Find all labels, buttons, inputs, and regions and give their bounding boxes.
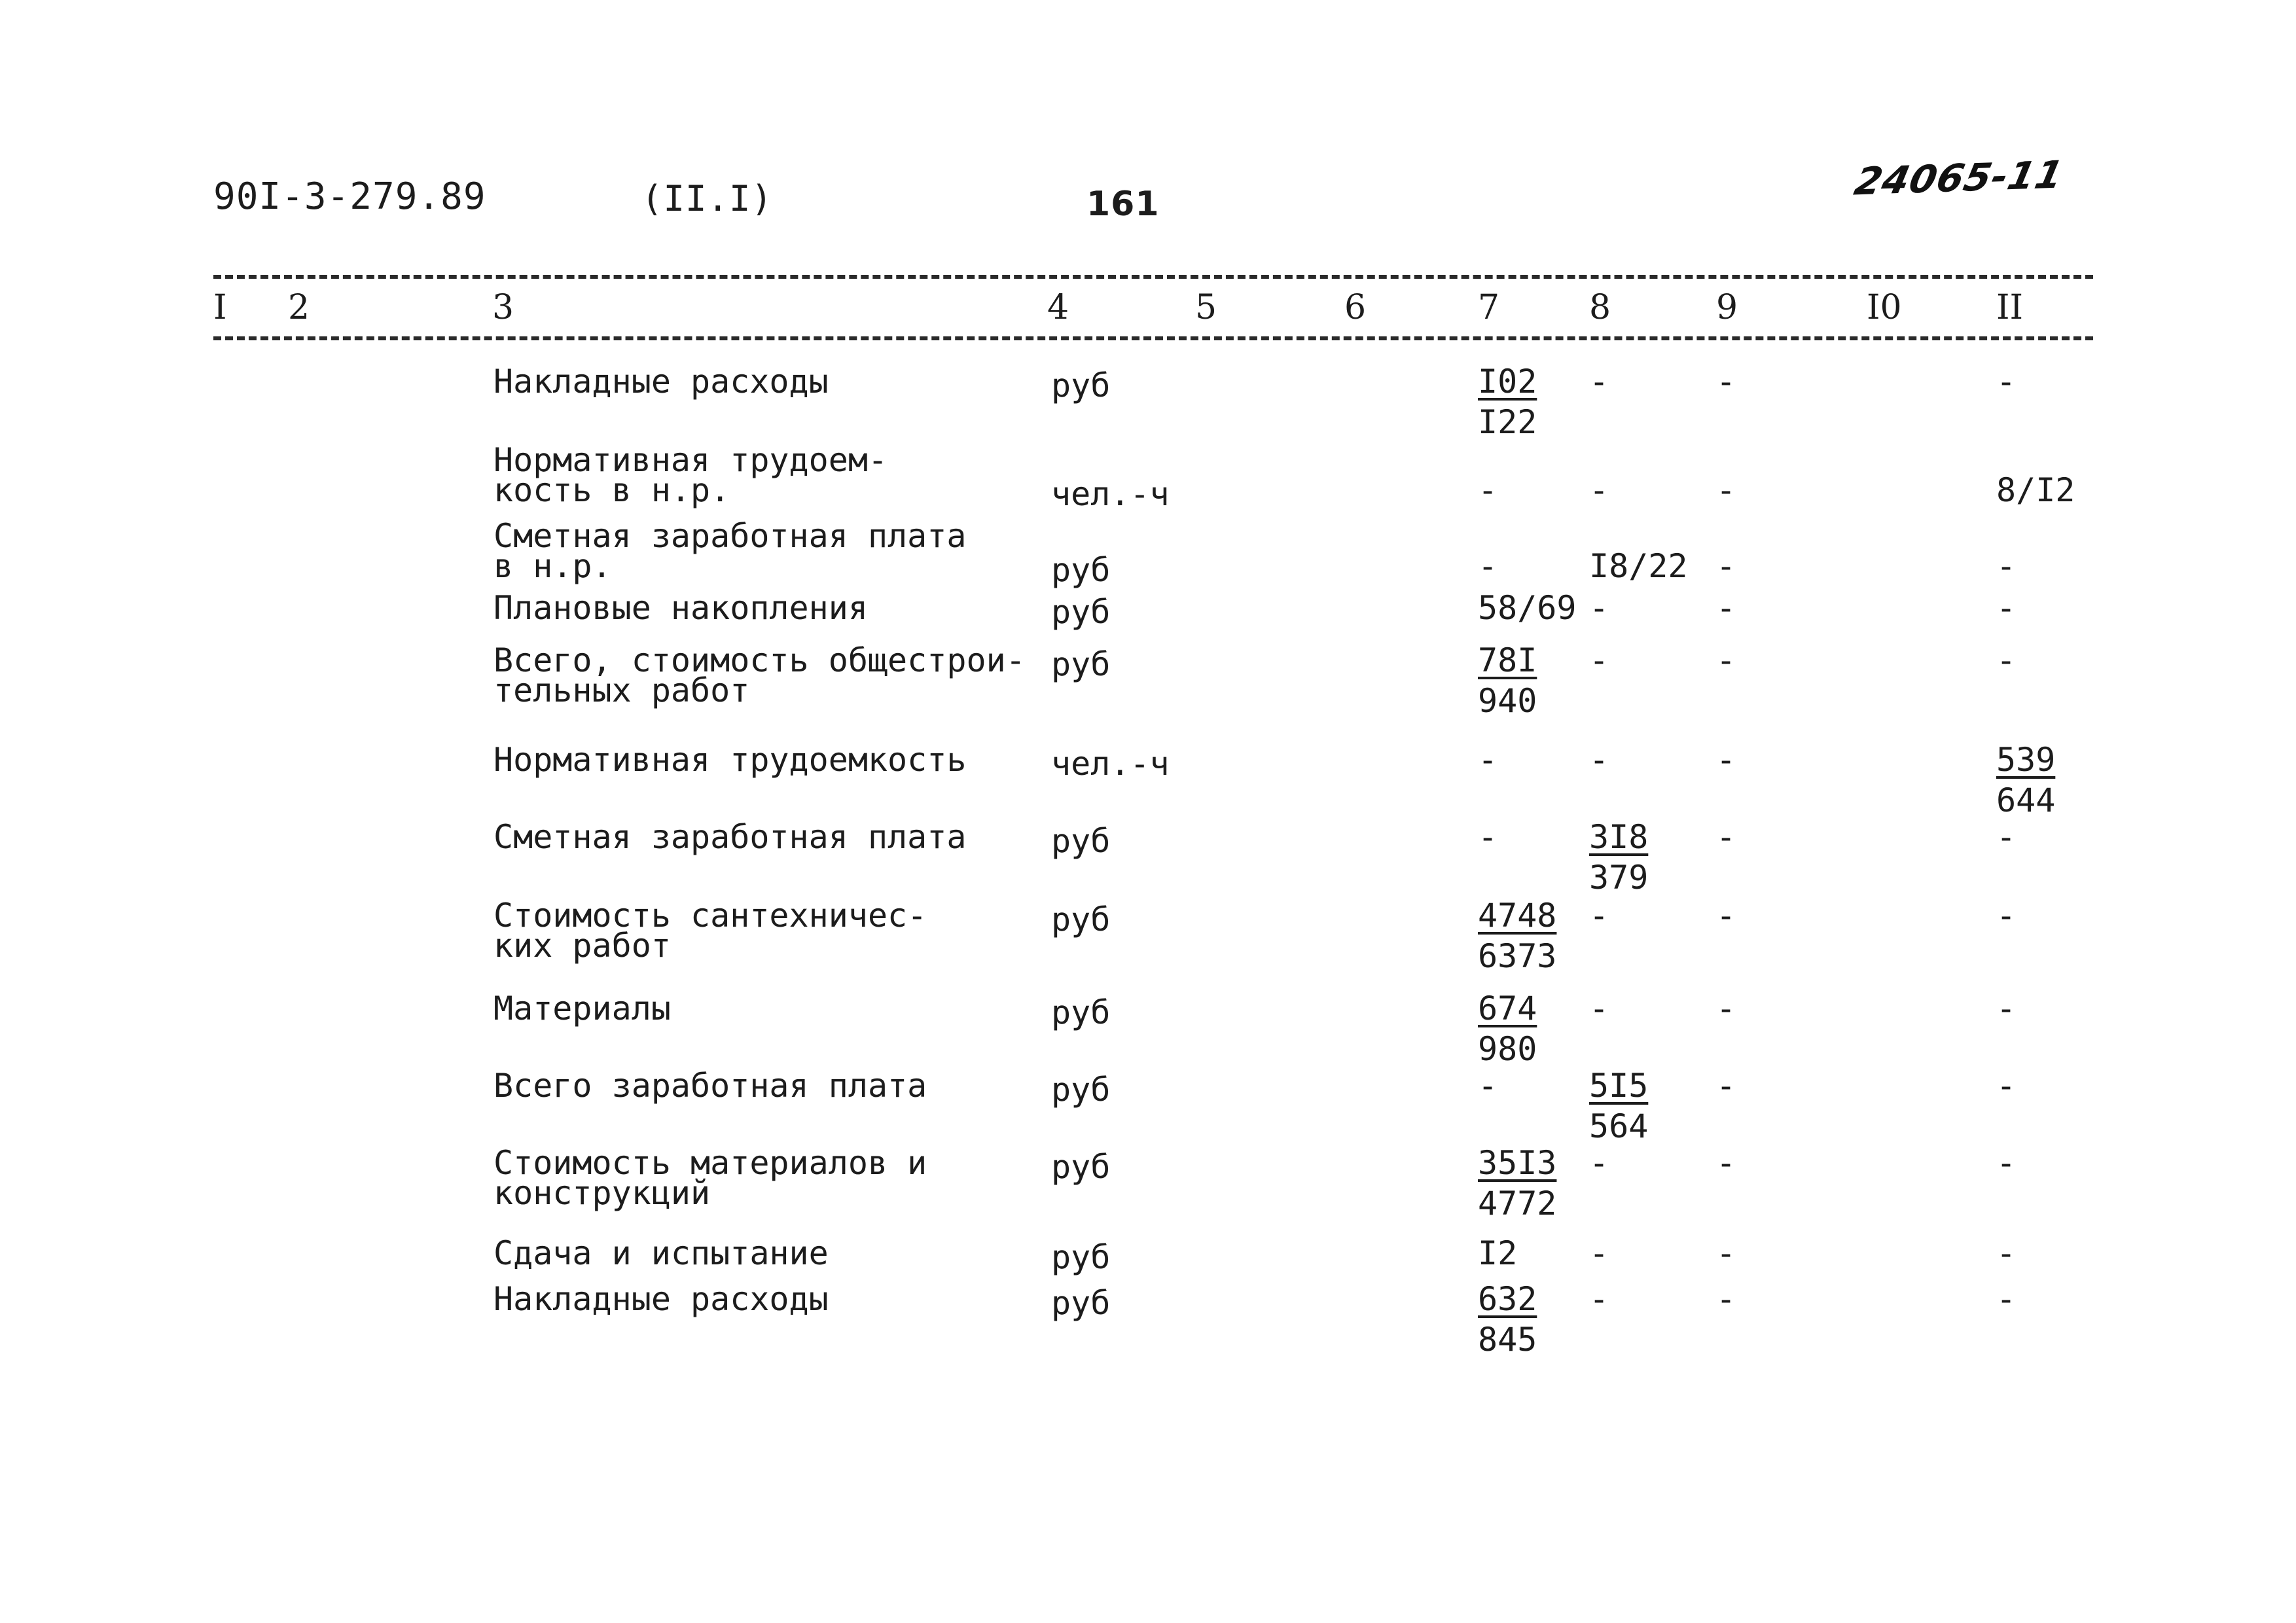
row-label: Плановые накопления [493, 589, 868, 627]
row-unit: руб [1051, 1071, 1111, 1109]
value: - [1716, 741, 1736, 779]
cell-col-7 [1478, 361, 1537, 442]
cell-col-7 [1478, 1233, 1517, 1274]
value: - [1716, 547, 1736, 585]
row-unit: руб [1051, 593, 1111, 631]
value: - [1716, 990, 1736, 1027]
handwritten-stamp: 24065-11 [1850, 152, 2068, 204]
value: - [1996, 363, 2017, 401]
value: - [1478, 741, 1498, 779]
cell-col-11 [1996, 1065, 2016, 1106]
row-label: Стоимость материалов и конструкций [493, 1144, 927, 1212]
value-numerator: 674 [1478, 990, 1537, 1027]
column-number-4: 4 [1047, 288, 1069, 327]
column-number-1: I [213, 288, 227, 327]
row-label: Накладные расходы [493, 1280, 829, 1318]
value: - [1716, 1280, 1736, 1318]
cell-col-8 [1589, 817, 1648, 898]
value: - [1716, 589, 1736, 627]
row-label: Сметная заработная плата в н.р. [493, 517, 967, 585]
row-unit: руб [1051, 645, 1111, 683]
column-number-6: 6 [1344, 288, 1367, 327]
value-denominator: 940 [1478, 682, 1537, 720]
cell-col-11 [1996, 546, 2016, 586]
cell-col-8 [1589, 640, 1609, 681]
cell-col-9 [1716, 1279, 1736, 1319]
cell-col-8 [1589, 1065, 1648, 1147]
row-unit: чел.-ч [1051, 745, 1170, 783]
value: - [1589, 1234, 1609, 1272]
value: - [1589, 589, 1609, 627]
cell-col-7 [1478, 640, 1537, 721]
column-number-3: 3 [492, 288, 514, 327]
cell-col-8 [1589, 361, 1609, 402]
row-label: Всего заработная плата [493, 1067, 927, 1105]
cell-col-7 [1478, 470, 1498, 510]
header-rule-top [213, 275, 2093, 279]
cell-col-11 [1996, 361, 2016, 402]
row-unit: чел.-ч [1051, 475, 1170, 513]
value-numerator: 5I5 [1589, 1067, 1649, 1105]
cell-col-7 [1478, 988, 1537, 1069]
row-unit: руб [1051, 901, 1111, 938]
value: - [1996, 547, 2017, 585]
cell-col-7 [1478, 1065, 1498, 1106]
page-number: 161 [1086, 185, 1160, 224]
value: - [1716, 1067, 1736, 1105]
cell-col-8 [1589, 546, 1688, 586]
row-unit: руб [1051, 366, 1111, 404]
cell-col-7 [1478, 895, 1556, 976]
row-unit: руб [1051, 1148, 1111, 1186]
value-numerator: I02 [1478, 363, 1537, 401]
cell-col-8 [1589, 740, 1609, 780]
value-denominator: I22 [1478, 403, 1537, 441]
row-unit: руб [1051, 1238, 1111, 1276]
cell-col-11 [1996, 1279, 2016, 1319]
cell-col-9 [1716, 740, 1736, 780]
value: - [1589, 363, 1609, 401]
value-numerator: 4748 [1478, 897, 1557, 935]
value: - [1996, 589, 2017, 627]
value-numerator: 632 [1478, 1280, 1537, 1318]
value-denominator: 379 [1589, 859, 1649, 897]
value: - [1996, 1144, 2017, 1182]
cell-col-11 [1996, 988, 2016, 1029]
row-label: Стоимость сантехничес- ких работ [493, 897, 927, 965]
value: 8/I2 [1996, 471, 2075, 509]
value-denominator: 980 [1478, 1030, 1537, 1068]
value: - [1716, 363, 1736, 401]
column-number-11: II [1996, 288, 2024, 327]
cell-col-9 [1716, 546, 1736, 586]
column-number-2: 2 [288, 288, 310, 327]
value-numerator: 78I [1478, 641, 1537, 679]
value-denominator: 4772 [1478, 1185, 1557, 1222]
cell-col-8 [1589, 895, 1609, 936]
cell-col-7 [1478, 1143, 1556, 1224]
row-unit: руб [1051, 993, 1111, 1031]
value: - [1589, 741, 1609, 779]
column-number-8: 8 [1589, 288, 1611, 327]
cell-col-7 [1478, 740, 1498, 780]
value-denominator: 644 [1996, 781, 2056, 819]
value-numerator: 35I3 [1478, 1144, 1557, 1182]
value: - [1589, 471, 1609, 509]
value-denominator: 6373 [1478, 937, 1557, 975]
document-code: 90I-3-279.89 [213, 175, 486, 218]
column-number-10: I0 [1867, 288, 1902, 327]
cell-col-7 [1478, 588, 1577, 628]
value: - [1996, 1280, 2017, 1318]
value: - [1716, 1144, 1736, 1182]
cell-col-11 [1996, 588, 2016, 628]
row-label: Всего, стоимость общестрои- тельных работ [493, 641, 1026, 709]
value: - [1716, 471, 1736, 509]
cell-col-8 [1589, 1279, 1609, 1319]
row-label: Нормативная трудоем- кость в н.р. [493, 441, 888, 509]
row-unit: руб [1051, 822, 1111, 860]
value: - [1478, 471, 1498, 509]
row-label: Нормативная трудоемкость [493, 741, 967, 779]
value: - [1996, 1067, 2017, 1105]
cell-col-11 [1996, 895, 2016, 936]
value: - [1589, 990, 1609, 1027]
row-label: Материалы [493, 990, 671, 1027]
cell-col-9 [1716, 1065, 1736, 1106]
value: - [1716, 818, 1736, 856]
column-number-7: 7 [1478, 288, 1500, 327]
cell-col-11 [1996, 817, 2016, 857]
cell-col-8 [1589, 1233, 1609, 1274]
value: - [1589, 897, 1609, 935]
cell-col-9 [1716, 588, 1736, 628]
value: - [1589, 1144, 1609, 1182]
cell-col-9 [1716, 1233, 1736, 1274]
value: 58/69 [1478, 589, 1577, 627]
row-label: Сметная заработная плата [493, 818, 967, 856]
row-unit: руб [1051, 1284, 1111, 1322]
cell-col-8 [1589, 988, 1609, 1029]
cell-col-11 [1996, 640, 2016, 681]
cell-col-9 [1716, 817, 1736, 857]
value-numerator: 539 [1996, 741, 2056, 779]
cell-col-11 [1996, 1233, 2016, 1274]
value: - [1716, 897, 1736, 935]
cell-col-9 [1716, 895, 1736, 936]
value: - [1996, 641, 2017, 679]
cell-col-9 [1716, 361, 1736, 402]
value: - [1478, 818, 1498, 856]
row-unit: руб [1051, 551, 1111, 589]
cell-col-8 [1589, 1143, 1609, 1183]
value: - [1478, 1067, 1498, 1105]
cell-col-7 [1478, 546, 1498, 586]
value: - [1996, 990, 2017, 1027]
value: - [1996, 1234, 2017, 1272]
cell-col-7 [1478, 817, 1498, 857]
value: - [1589, 641, 1609, 679]
cell-col-8 [1589, 588, 1609, 628]
cell-col-7 [1478, 1279, 1537, 1360]
sheet-index: (II.I) [641, 178, 774, 219]
value: - [1996, 818, 2017, 856]
cell-col-11 [1996, 470, 2075, 510]
header-rule-bottom [213, 336, 2093, 340]
row-label: Сдача и испытание [493, 1234, 829, 1272]
value: I8/22 [1589, 547, 1688, 585]
value-denominator: 845 [1478, 1321, 1537, 1359]
value: - [1716, 1234, 1736, 1272]
value: - [1478, 547, 1498, 585]
cell-col-11 [1996, 1143, 2016, 1183]
value-denominator: 564 [1589, 1107, 1649, 1145]
cell-col-9 [1716, 1143, 1736, 1183]
value-numerator: 3I8 [1589, 818, 1649, 856]
value: - [1996, 897, 2017, 935]
cell-col-9 [1716, 470, 1736, 510]
value: - [1716, 641, 1736, 679]
value: I2 [1478, 1234, 1518, 1272]
column-number-9: 9 [1716, 288, 1738, 327]
cell-col-9 [1716, 988, 1736, 1029]
row-label: Накладные расходы [493, 363, 829, 401]
column-number-5: 5 [1195, 288, 1217, 327]
cell-col-8 [1589, 470, 1609, 510]
cell-col-11 [1996, 740, 2055, 821]
cell-col-9 [1716, 640, 1736, 681]
value: - [1589, 1280, 1609, 1318]
